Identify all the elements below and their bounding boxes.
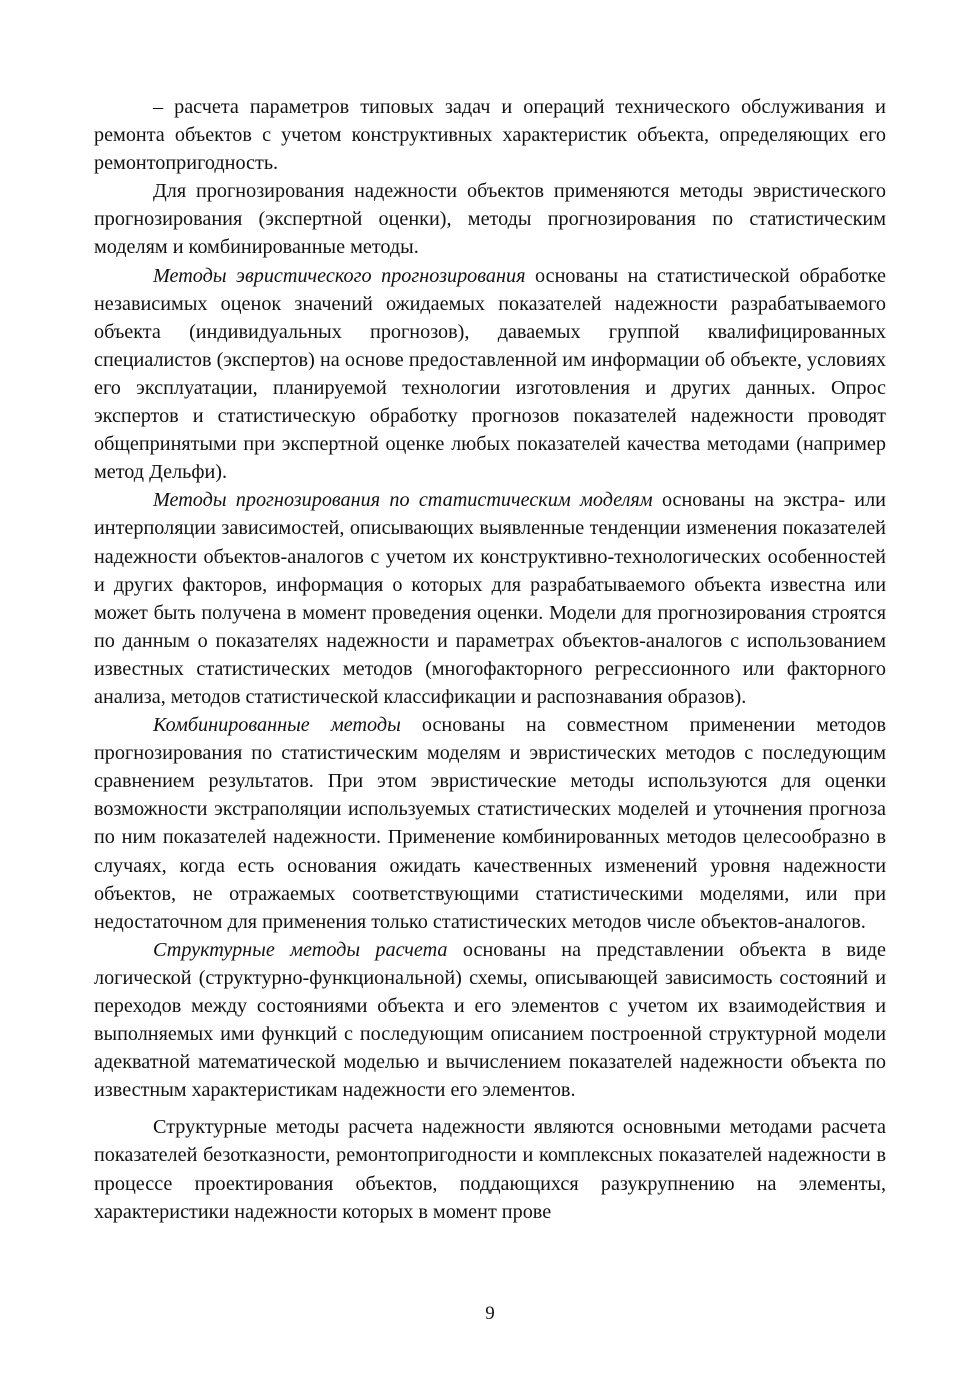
paragraph-text: основаны на представлении объекта в виде логической (структурно-функциональной) схемы, описывающей зависимость состояний и переходов между состояниями объекта и его элементов с учетом их взаимодействия и выполняемых ими функций с последующим описанием построенной структурной модели адекватной математической моделью и вычислением показателей надежности объекта по известным характеристикам надежности его элементов.	[94, 938, 887, 1102]
italic-term: Структурные методы расчета	[153, 938, 448, 961]
italic-term: Комбинированные методы	[153, 714, 401, 737]
paragraph-structural-methods	[94, 936, 886, 1105]
page-number: 9	[485, 1303, 495, 1324]
paragraph-text: Для прогнозирования надежности объектов применяются методы эвристического прогнозирования (экспертной оценки), методы прогнозирования по статистическим моделям и комбинированные методы.	[94, 180, 886, 259]
paragraph-combined-methods	[94, 711, 886, 936]
paragraph-structural-reliability	[94, 1113, 886, 1225]
paragraph-forecasting-methods	[94, 177, 886, 261]
paragraph-text: основаны на статистической обработке независимых оценок значений ожидаемых показателей надежности разрабатываемого объекта (индивидуальных прогнозов), даваемых группой квалифицированных специалистов (экспертов) на основе предоставленной им информации об объекте, условиях его эксплуатации, планируемой технологии изготовления и других данных. Опрос экспертов и статистическую обработку прогнозов показателей надежности проводят общепринятыми при экспертной оценке любых показателей качества методами (например метод Дельфи).	[94, 264, 886, 484]
paragraph-statistical-models	[94, 486, 886, 711]
paragraph-text: – расчета параметров типовых задач и операций технического обслуживания и ремонта объектов с учетом конструктивных характеристик объекта, определяющих его ремонтопригодность.	[94, 96, 886, 175]
page-body	[94, 93, 886, 1226]
paragraph-text: Структурные методы расчета надежности являются основными методами расчета показателей безотказности, ремонтопригодности и комплексных показателей надежности в процессе проектирования объектов, поддающихся разукрупнению на элементы, характеристики надежности которых в момент прове	[94, 1116, 886, 1223]
paragraph-heuristic-methods	[94, 262, 886, 487]
italic-term: Методы эвристического прогнозирования	[153, 264, 526, 287]
paragraph-text: основаны на экстра- или интерполяции зависимостей, описывающих выявленные тенденции изменения показателей надежности объектов-аналогов с учетом их конструктивно-технологических особенностей и других факторов, информация о которых для разрабатываемого объекта известна или может быть получена в момент проведения оценки. Модели для прогнозирования строятся по данным о показателях надежности и параметрах объектов-аналогов с использованием известных статистических методов (многофакторного регрессионного или факторного анализа, методов статистической классификации и распознавания образов).	[94, 489, 886, 708]
italic-term: Методы прогнозирования по статистическим моделям	[153, 489, 653, 512]
paragraph-text: основаны на совместном применении методов прогнозирования по статистическим моделям и эвристических методов с последующим сравнением результатов. При этом эвристические методы используются для оценки возможности экстраполяции используемых статистических моделей и уточнения прогноза по ним показателей надежности. Применение комбинированных методов целесообразно в случаях, когда есть основания ожидать качественных изменений уровня надежности объектов, не отражаемых соответствующими статистическими моделями, или при недостаточном для применения только статистических методов числе объектов-аналогов.	[94, 714, 886, 933]
paragraph-maintenance-calc	[94, 93, 886, 177]
